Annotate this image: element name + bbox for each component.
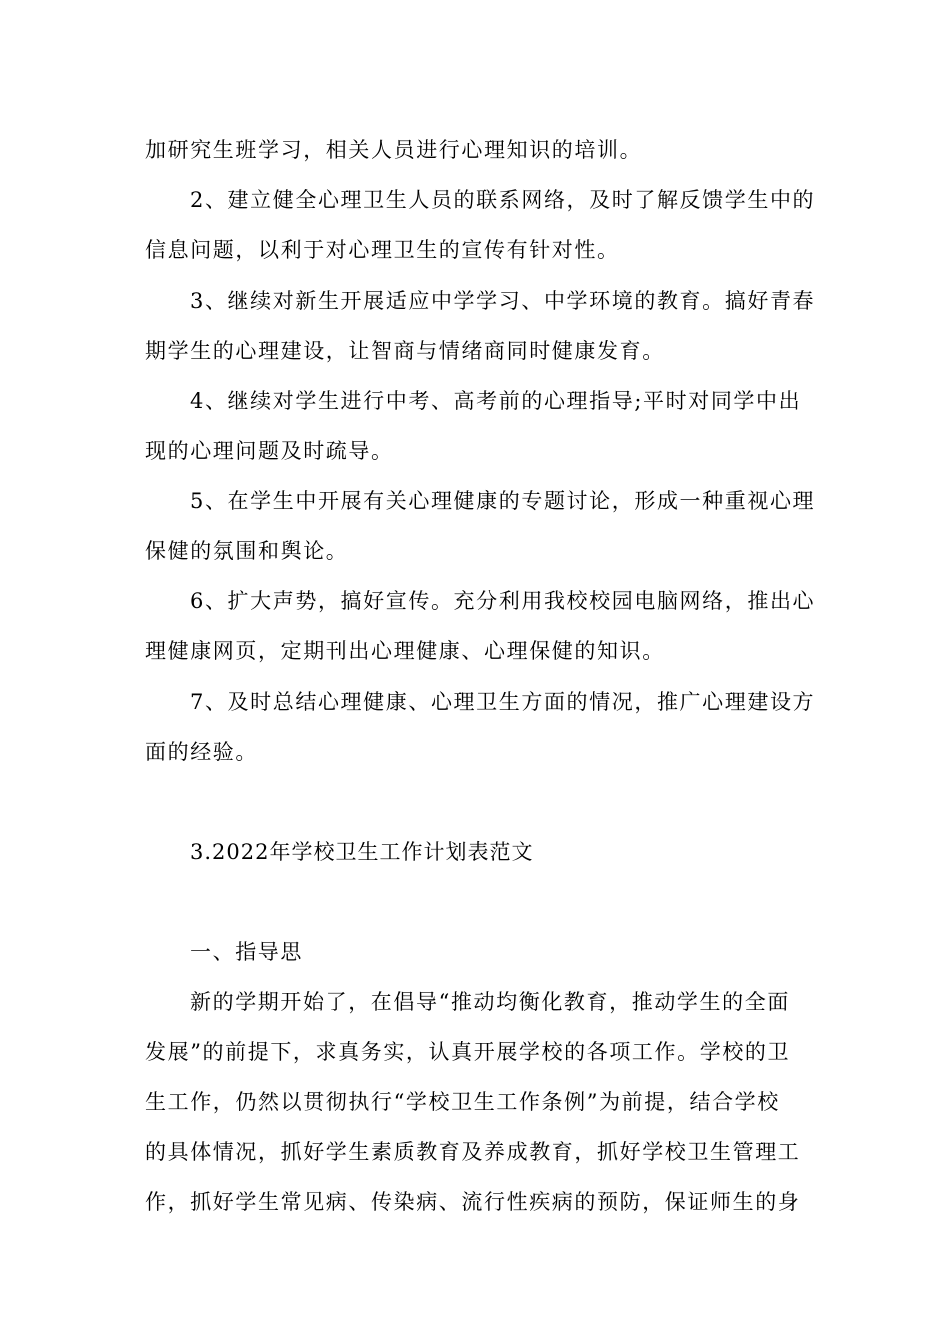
list-item-2-line: 信息问题，以利于对心理卫生的宣传有针对性。 bbox=[145, 238, 620, 262]
list-item-4-line: 4、继续对学生进行中考、高考前的心理指导;平时对同学中出 bbox=[190, 389, 802, 413]
list-item-5-line: 保健的氛围和舆论。 bbox=[145, 539, 349, 563]
list-item-7-line: 7、及时总结心理健康、心理卫生方面的情况，推广心理建设方 bbox=[190, 690, 816, 714]
list-item-2-line: 2、建立健全心理卫生人员的联系网络，及时了解反馈学生中的 bbox=[190, 188, 816, 212]
paragraph-line: 作，抓好学生常见病、传染病、流行性疾病的预防，保证师生的身 bbox=[145, 1190, 801, 1214]
section-title: 3.2022年学校卫生工作计划表范文 bbox=[190, 840, 534, 864]
list-item-5-line: 5、在学生中开展有关心理健康的专题讨论，形成一种重视心理 bbox=[190, 489, 816, 513]
list-item-4-line: 现的心理问题及时疏导。 bbox=[145, 439, 394, 463]
list-item-3-line: 期学生的心理建设，让智商与情绪商同时健康发育。 bbox=[145, 339, 665, 363]
section-heading: 一、指导思 bbox=[190, 940, 303, 964]
list-item-3-line: 3、继续对新生开展适应中学学习、中学环境的教育。搞好青春 bbox=[190, 289, 816, 313]
paragraph-line: 发展”的前提下，求真务实，认真开展学校的各项工作。学校的卫 bbox=[145, 1040, 791, 1064]
paragraph-line: 加研究生班学习，相关人员进行心理知识的培训。 bbox=[145, 138, 643, 162]
paragraph-line: 的具体情况，抓好学生素质教育及养成教育，抓好学校卫生管理工 bbox=[145, 1140, 801, 1164]
list-item-6-line: 6、扩大声势，搞好宣传。充分利用我校校园电脑网络，推出心 bbox=[190, 589, 816, 613]
paragraph-line: 生工作，仍然以贯彻执行“学校卫生工作条例”为前提，结合学校 bbox=[145, 1090, 780, 1114]
list-item-7-line: 面的经验。 bbox=[145, 740, 258, 764]
list-item-6-line: 理健康网页，定期刊出心理健康、心理保健的知识。 bbox=[145, 639, 665, 663]
paragraph-line: 新的学期开始了，在倡导“推动均衡化教育，推动学生的全面 bbox=[190, 990, 790, 1014]
